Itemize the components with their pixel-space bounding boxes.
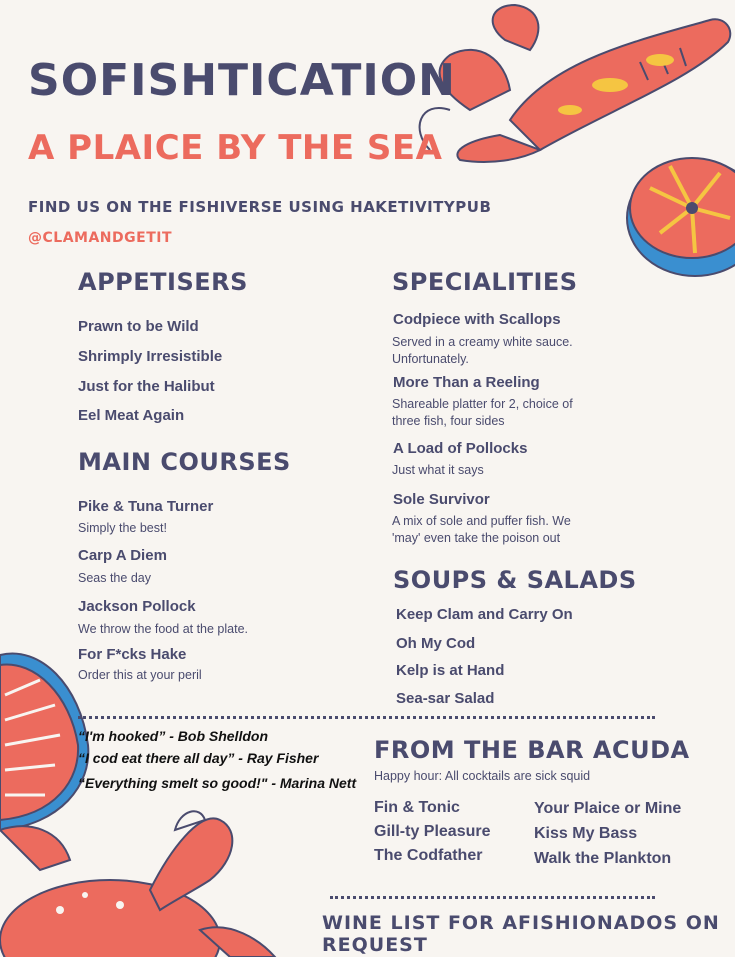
item-description: Seas the day xyxy=(78,571,151,585)
list-item: Oh My Cod xyxy=(396,635,476,652)
soups-salads-heading: SOUPS & SALADS xyxy=(393,566,637,594)
menu-subtitle: A PLAICE BY THE SEA xyxy=(28,128,443,168)
item-description: A mix of sole and puffer fish. We 'may' even take the poison out xyxy=(392,514,571,545)
item-description: We throw the food at the plate. xyxy=(78,622,249,636)
cocktail-item: Kiss My Bass xyxy=(534,825,638,842)
review-quote: “I'm hooked” - Bob Shelldon xyxy=(78,728,268,744)
list-item: Keep Clam and Carry On xyxy=(396,606,573,623)
list-item: Sole Survivor xyxy=(393,491,490,508)
happy-hour-note: Happy hour: All cocktails are sick squid xyxy=(374,769,591,783)
wine-list-note: WINE LIST FOR AFISHIONADOS ON REQUEST xyxy=(322,912,720,956)
menu-title: SOFISHTICATION xyxy=(28,55,456,106)
list-item: Jackson Pollock xyxy=(78,598,196,615)
list-item: Just for the Halibut xyxy=(78,378,215,395)
social-handle: @CLAMANDGETIT xyxy=(28,230,172,246)
review-quote: “I cod eat there all day” - Ray Fisher xyxy=(78,750,319,766)
list-item: Carp A Diem xyxy=(78,547,167,564)
main-courses-heading: MAIN COURSES xyxy=(78,448,291,476)
cocktail-item: Walk the Plankton xyxy=(534,850,672,867)
list-item: Eel Meat Again xyxy=(78,407,185,424)
list-item: Prawn to be Wild xyxy=(78,318,199,335)
item-description: Order this at your peril xyxy=(78,668,202,682)
list-item: For F*cks Hake xyxy=(78,646,187,663)
crab-illustration xyxy=(0,790,290,957)
list-item: Shrimply Irresistible xyxy=(78,348,223,365)
list-item: Pike & Tuna Turner xyxy=(78,498,214,515)
item-description: Served in a creamy white sauce. Unfortunately. xyxy=(392,335,573,366)
list-item: More Than a Reeling xyxy=(393,374,540,391)
specialities-heading: SPECIALITIES xyxy=(392,268,578,296)
list-item: Sea-sar Salad xyxy=(396,690,495,707)
fish-steak-illustration xyxy=(620,148,735,280)
appetisers-heading: APPETISERS xyxy=(78,268,248,296)
find-us-text: FIND US ON THE FISHIVERSE USING HAKETIVITYPUB xyxy=(28,198,492,216)
item-description: Simply the best! xyxy=(78,521,167,535)
list-item: A Load of Pollocks xyxy=(393,440,528,457)
review-quote: “Everything smelt so good!" - Marina Nett xyxy=(78,775,357,791)
dotted-divider xyxy=(330,896,655,899)
cocktail-item: Fin & Tonic xyxy=(374,799,460,816)
item-description: Just what it says xyxy=(392,463,484,477)
dotted-divider xyxy=(78,716,655,719)
cocktail-item: The Codfather xyxy=(374,847,483,864)
cocktail-item: Your Plaice or Mine xyxy=(534,800,682,817)
bar-heading: FROM THE BAR ACUDA xyxy=(374,736,690,764)
list-item: Codpiece with Scallops xyxy=(393,311,561,328)
list-item: Kelp is at Hand xyxy=(396,662,505,679)
item-description: Shareable platter for 2, choice of three fish, four sides xyxy=(392,397,573,428)
cocktail-item: Gill-ty Pleasure xyxy=(374,823,491,840)
